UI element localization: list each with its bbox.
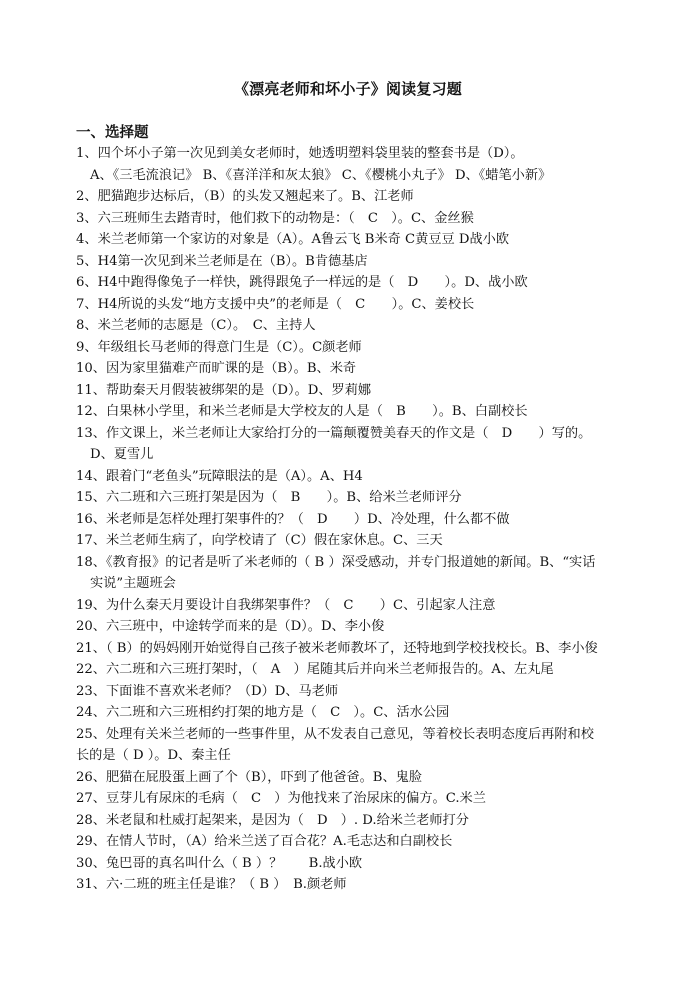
question-line: 10、因为家里猫难产而旷课的是（B）。B、米奇: [76, 361, 357, 376]
question-line: 24、六二班和六三班相约打架的地方是（ C ）。C、活水公园: [76, 705, 450, 720]
question-line: 26、肥猫在屁股蛋上画了个（B），吓到了他爸爸。B、鬼脸: [76, 769, 423, 785]
question-line: 7、H4所说的头发“地方支援中央”的老师是（ C ）。C、姜校长: [76, 296, 475, 312]
document-title: 《漂亮老师和坏小子》阅读复习题: [233, 80, 462, 98]
question-line: 8、米兰老师的志愿是（C）。 C、主持人: [76, 318, 316, 333]
question-options-line: A、《三毛流浪记》 B、《喜洋洋和灰太狼》 C、《樱桃小丸子》 D、《蜡笔小新》: [90, 167, 552, 183]
question-line: 25、处理有关米兰老师的一些事件里，从不发表自己意见，等着校长表明态度后再附和校: [76, 726, 594, 742]
question-line: 12、白果林小学里，和米兰老师是大学校友的人是（ B ）。B、白副校长: [76, 404, 528, 419]
question-line: 20、六三班中，中途转学而来的是（D）。D、李小俊: [76, 619, 385, 634]
section-heading: 一、选择题: [76, 124, 149, 141]
question-line: 17、米兰老师生病了，向学校请了（C）假在家休息。C、三天: [76, 533, 443, 548]
question-line: 5、H4第一次见到米兰老师是在（B）。B肯德基店: [76, 253, 368, 269]
question-line: 27、豆芽儿有尿床的毛病（ C ）为他找来了治尿床的偏方。C.米兰: [76, 791, 486, 806]
question-line: 2、肥猫跑步达标后，（B）的头发又翘起来了。B、江老师: [76, 189, 414, 204]
question-line: 28、米老鼠和杜威打起架来，是因为（ D ）. D.给米兰老师打分: [76, 812, 469, 828]
question-answer-continuation: 长的是（ D ）。D、秦主任: [76, 748, 231, 763]
question-answer-continuation: D、夏雪儿: [90, 447, 154, 462]
question-line: 31、六·二班的班主任是谁？（ B ） B.颜老师: [76, 877, 347, 892]
question-line: 30、兔巴哥的真名叫什么（ B ）？ B.战小欧: [76, 855, 363, 871]
question-line: 13、作文课上，米兰老师让大家给打分的一篇颠覆赞美春天的作文是（ D ）写的。: [76, 425, 592, 441]
question-line: 11、帮助秦天月假装被绑架的是（D）。D、罗莉娜: [76, 382, 372, 398]
question-line: 6、H4中跑得像兔子一样快，跳得跟兔子一样远的是（ D ）。D、战小欧: [76, 275, 528, 290]
question-line: 1、四个坏小子第一次见到美女老师时，她透明塑料袋里装的整套书是（D）。: [76, 146, 524, 161]
question-line: 21、（ B）的妈妈刚开始觉得自己孩子被米老师教坏了，还特地到学校找校长。B、李小俊: [76, 640, 598, 656]
question-line: 3、六三班师生去踏青时，他们救下的动物是：（ C ）。C、金丝猴: [76, 210, 474, 226]
question-line: 19、为什么秦天月要设计自我绑架事件？（ C ）C、引起家人注意: [76, 597, 496, 613]
question-line: 9、年级组长马老师的得意门生是（C）。C颜老师: [76, 339, 362, 355]
question-line: 4、米兰老师第一个家访的对象是（A）。A鲁云飞 B米奇 C黄豆豆 D战小欧: [76, 232, 510, 247]
question-line: 23、下面谁不喜欢米老师？（D）D、马老师: [76, 683, 339, 699]
question-line: 14、跟着门“老鱼头”玩障眼法的是（A）。A、H4: [76, 468, 363, 484]
question-list: [76, 143, 616, 896]
question-line: 29、在情人节时，（A）给米兰送了百合花？A.毛志达和白副校长: [76, 834, 453, 849]
question-line: 22、六二班和六三班打架时，（ A ）尾随其后并向米兰老师报告的。A、左丸尾: [76, 662, 554, 677]
question-line: 18、《教育报》的记者是听了米老师的（ B ）深受感动，并专门报道她的新闻。B、“实话: [76, 554, 596, 570]
question-answer-continuation: 实说”主题班会: [90, 576, 176, 591]
question-line: 15、六二班和六三班打架是因为（ B ）。B、给米兰老师评分: [76, 490, 462, 505]
question-line: 16、米老师是怎样处理打架事件的？（ D ）D、冷处理，什么都不做: [76, 511, 510, 527]
